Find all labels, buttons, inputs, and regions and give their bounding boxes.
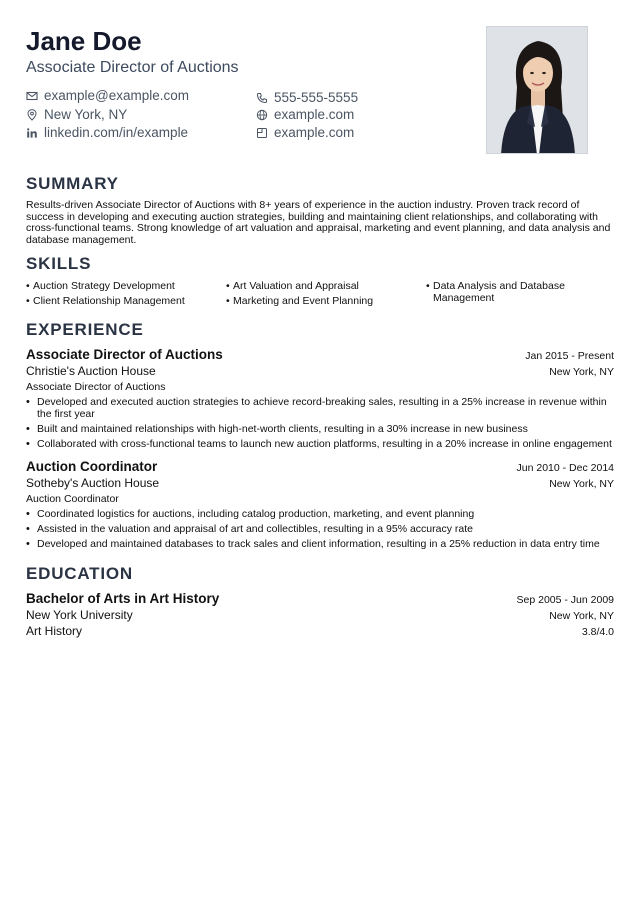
education-section	[26, 564, 614, 639]
job-role: Auction Coordinator	[26, 493, 119, 505]
profile-photo	[486, 26, 588, 154]
job-bullets	[26, 508, 614, 550]
degree-title: Bachelor of Arts in Art History	[26, 591, 220, 606]
location-text: New York, NY	[44, 107, 128, 122]
phone-text: 555-555-5555	[274, 90, 359, 105]
experience-section	[26, 320, 614, 550]
education-heading: EDUCATION	[26, 564, 133, 583]
job-bullet: • Assisted in the valuation and appraisal of art and collectibles, resulting in a 95% accuracy rate	[26, 523, 614, 535]
education-dates: Sep 2005 - Jun 2009	[516, 594, 614, 606]
skill-item: • Art Valuation and Appraisal	[226, 280, 416, 292]
summary-section	[26, 174, 614, 246]
job-dates: Jun 2010 - Dec 2014	[516, 462, 614, 474]
portfolio-icon	[256, 127, 268, 139]
school-location: New York, NY	[549, 610, 614, 622]
map-pin-icon	[26, 109, 38, 121]
skill-item: • Auction Strategy Development	[26, 280, 216, 292]
job-title: Auction Coordinator	[26, 459, 158, 474]
globe-icon	[256, 109, 268, 121]
candidate-name: Jane Doe	[26, 26, 142, 56]
skill-item: • Marketing and Event Planning	[226, 295, 416, 307]
skills-section	[26, 254, 614, 312]
skill-item: • Client Relationship Management	[26, 295, 216, 307]
job-bullet: • Developed and maintained databases to track sales and client information, resulting in a 25% reduction in data entry time	[26, 538, 614, 550]
experience-entry	[26, 346, 614, 450]
job-title: Associate Director of Auctions	[26, 347, 223, 362]
linkedin-icon	[26, 127, 38, 139]
contact-website[interactable]	[256, 107, 354, 123]
portfolio-text: example.com	[274, 125, 355, 140]
contact-linkedin[interactable]	[26, 125, 188, 141]
skills-heading: SKILLS	[26, 254, 92, 273]
job-dates: Jan 2015 - Present	[525, 350, 614, 362]
company-name: Christie's Auction House	[26, 364, 156, 378]
website-text: example.com	[274, 107, 355, 122]
job-bullet: • Built and maintained relationships with high-net-worth clients, resulting in a 30% increase in new business	[26, 423, 614, 435]
contact-phone[interactable]	[256, 90, 358, 106]
phone-icon	[256, 92, 268, 104]
education-entry	[26, 590, 614, 639]
company-name: Sotheby's Auction House	[26, 476, 160, 490]
job-location: New York, NY	[549, 478, 614, 490]
field-of-study: Art History	[26, 624, 83, 638]
job-bullets	[26, 396, 614, 450]
job-location: New York, NY	[549, 366, 614, 378]
experience-heading: EXPERIENCE	[26, 320, 144, 339]
mail-icon	[26, 90, 38, 102]
resume-page	[26, 26, 614, 639]
job-role: Associate Director of Auctions	[26, 381, 166, 393]
job-bullet: • Developed and executed auction strategies to achieve record-breaking sales, resulting in a 25% increase in revenue within the first year	[26, 396, 614, 420]
resume-header	[26, 26, 614, 156]
summary-heading: SUMMARY	[26, 174, 119, 193]
school-name: New York University	[26, 608, 133, 622]
linkedin-text: linkedin.com/in/example	[44, 125, 189, 140]
contact-portfolio[interactable]	[256, 125, 354, 141]
job-bullet: • Collaborated with cross-functional teams to launch new auction platforms, resulting in a 20% increase in online engagement	[26, 438, 614, 450]
skill-item: • Data Analysis and Database Management	[426, 280, 596, 304]
summary-text: Results-driven Associate Director of Auctions with 8+ years of experience in the auction industry. Proven track record of success in developing and executing auction strategies, building and maintaining client relationships, and collaborating with cross-functional teams. Strong knowledge of art valuation and appraisal, marketing and event planning, and data analysis and database management.	[26, 199, 611, 246]
gpa: 3.8/4.0	[581, 626, 614, 638]
contact-email[interactable]	[26, 88, 189, 104]
experience-entry	[26, 458, 614, 550]
candidate-title: Associate Director of Auctions	[26, 59, 239, 76]
email-text: example@example.com	[44, 88, 190, 103]
skills-list	[26, 280, 614, 312]
contact-location	[26, 107, 127, 123]
job-bullet: • Coordinated logistics for auctions, including catalog production, marketing, and event planning	[26, 508, 614, 520]
